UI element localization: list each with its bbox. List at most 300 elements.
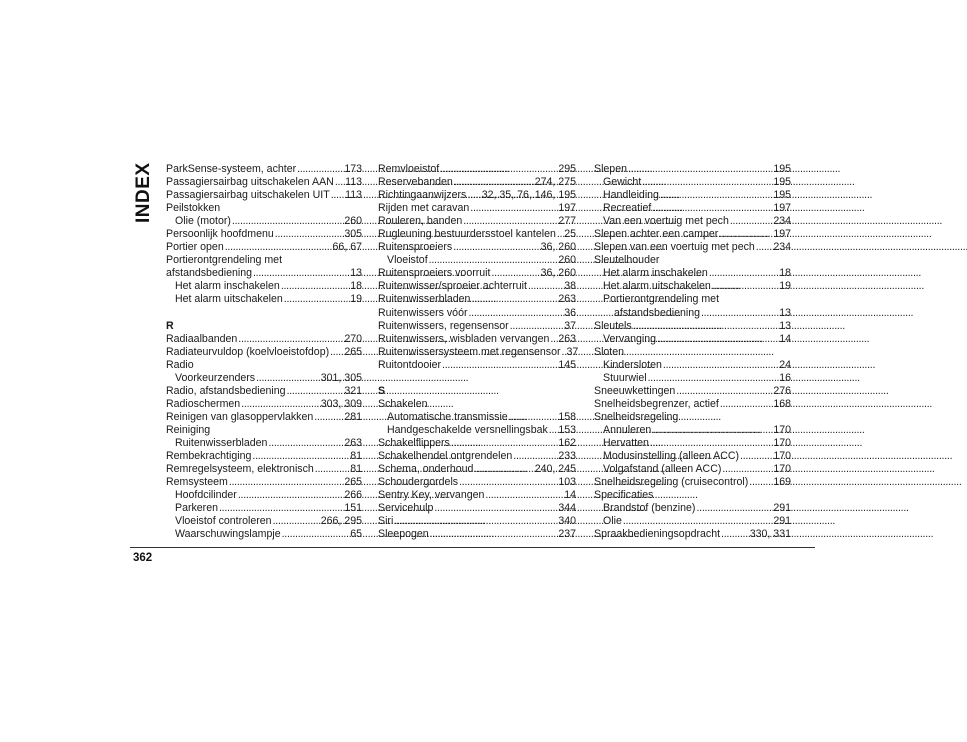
dot-leader: [471, 293, 557, 306]
dot-leader: [650, 437, 772, 450]
index-entry: [378, 228, 576, 241]
index-entry: [378, 515, 576, 528]
index-entry-term: Vloeistof: [387, 254, 428, 267]
index-entry: [166, 241, 362, 254]
index-entry-term: Ruitenwissers, regensensor: [378, 319, 509, 332]
dot-leader: [252, 450, 349, 463]
index-entry-term: Remsysteem: [166, 476, 228, 489]
index-entry-pages: 344: [558, 502, 576, 515]
index-entry-term: Remregelsysteem, elektronisch: [166, 462, 314, 475]
index-entry: [594, 320, 791, 333]
index-entry: [166, 372, 362, 385]
index-entry: [378, 293, 576, 306]
index-column-2: [378, 163, 579, 541]
index-entry: [166, 189, 362, 202]
index-entry-term: Ruitensproeiers: [378, 241, 453, 254]
index-entry: [594, 398, 791, 411]
index-entry: [594, 437, 791, 450]
index-entry-term: Recreatief: [603, 202, 652, 215]
dot-leader: [652, 202, 772, 215]
footer-rule: [130, 547, 815, 548]
index-entry: [594, 280, 791, 293]
index-entry-term: Slepen van een voertuig met pech: [594, 241, 755, 254]
index-entry-heading: Specificaties: [594, 489, 654, 502]
dot-leader: [225, 241, 332, 254]
index-entry: [378, 502, 576, 515]
index-entry-pages: 263: [558, 293, 576, 306]
index-entry: [378, 476, 576, 489]
index-entry-term: Slepen achter een camper: [594, 228, 719, 241]
index-entry: [166, 280, 362, 293]
section-letter: S: [378, 384, 386, 397]
index-entry-pages: 234: [773, 241, 791, 254]
index-entry-pages: 197: [558, 202, 576, 215]
index-entry: [594, 189, 791, 202]
index-entry-term: Modusinstelling (alleen ACC): [603, 450, 740, 463]
index-entry-term: Schakelflippers: [378, 436, 450, 449]
index-entry-term: Passagiersairbag uitschakelen UIT: [166, 189, 330, 202]
index-entry-pages: 65: [350, 528, 362, 541]
dot-leader: [256, 372, 320, 385]
index-entry: [166, 463, 362, 476]
index-entry: [378, 424, 576, 437]
index-entry-pages: 270: [344, 332, 362, 345]
index-entry-term: Ruitenwisserbladen: [175, 436, 268, 449]
index-entry-pages: 305: [344, 228, 362, 241]
index-entry: [594, 515, 791, 528]
dot-leader: [676, 385, 772, 398]
index-entry-heading: Snelheidsregeling: [594, 410, 679, 423]
index-entry-pages: 195: [773, 176, 791, 189]
index-entry: [594, 202, 791, 215]
index-entry-pages: 266, 295: [320, 515, 362, 528]
dot-leader: [491, 267, 539, 280]
index-column-3: [594, 163, 791, 541]
index-entry-pages: 169: [773, 476, 791, 489]
index-entry-pages: 37: [564, 319, 576, 332]
index-entry-pages: 195: [773, 189, 791, 202]
index-entry: [166, 176, 362, 189]
index-entry-term: Vervanging: [603, 332, 657, 345]
dot-leader: [434, 502, 557, 515]
dot-leader: [238, 333, 343, 346]
index-entry: [166, 215, 362, 228]
index-entry-pages: 291: [773, 515, 791, 528]
index-entry: [166, 476, 362, 489]
index-entry-term: Brandstof (benzine): [603, 502, 696, 515]
index-entry: [378, 280, 576, 293]
index-entry: [166, 267, 362, 280]
index-entry-pages: 301, 305: [320, 371, 362, 384]
index-entry: [594, 359, 791, 372]
index-entry-pages: 321: [344, 384, 362, 397]
index-entry-pages: 170: [773, 450, 791, 463]
index-entry: [594, 307, 791, 320]
index-entry: [594, 267, 791, 280]
index-entry-term: Parkeren: [175, 502, 218, 515]
index-entry-pages: 36, 260: [540, 267, 576, 280]
dot-leader: [282, 528, 350, 541]
index-entry: [594, 228, 791, 241]
index-entry-term: Hervatten: [603, 436, 649, 449]
index-entry-term: Snelheidsbegrenzer, actief: [594, 397, 719, 410]
index-entry-term: Rugleuning bestuurdersstoel kantelen: [378, 228, 556, 241]
dot-leader: [253, 267, 349, 280]
index-entry-term: Automatische transmissie: [387, 410, 508, 423]
dot-leader: [238, 489, 343, 502]
index-entry: [166, 450, 362, 463]
index-entry-term: Schakelhendel ontgrendelen: [378, 449, 513, 462]
dot-leader: [229, 476, 344, 489]
index-entry-pages: 265: [344, 476, 362, 489]
dot-leader: [756, 241, 773, 254]
dot-leader: [509, 411, 558, 424]
index-entry-term: Radio, afstandsbediening: [166, 384, 286, 397]
index-entry-term: Van een voertuig met pech: [603, 215, 729, 228]
index-entry: [378, 307, 576, 320]
index-entry-term: Schoudergordels: [378, 476, 459, 489]
index-entry: [378, 215, 576, 228]
index-entry: [166, 228, 362, 241]
dot-leader: [657, 333, 778, 346]
dot-leader: [430, 528, 558, 541]
index-entry: [166, 502, 362, 515]
index-entry-term: Ruitenwissersysteem met regensensor: [378, 345, 561, 358]
dot-leader: [652, 424, 772, 437]
index-entry-pages: 330, 331: [749, 528, 791, 541]
index-entry-term: Gewicht: [603, 176, 642, 189]
index-entry-term: Passagiersairbag uitschakelen AAN: [166, 176, 334, 189]
index-entry-pages: 145: [558, 358, 576, 371]
dot-leader: [648, 372, 779, 385]
dot-leader: [623, 515, 772, 528]
dot-leader: [749, 476, 772, 489]
dot-leader: [315, 463, 349, 476]
dot-leader: [241, 398, 320, 411]
index-entry-heading: Sleutelhouder: [594, 254, 660, 267]
index-entry-pages: 234: [773, 215, 791, 228]
index-entry-pages: 265: [344, 345, 362, 358]
index-entry-pages: 38: [564, 280, 576, 293]
index-entry-heading: Sloten: [594, 345, 625, 358]
dot-leader: [696, 502, 772, 515]
dot-leader: [459, 476, 557, 489]
index-entry-pages: 197: [773, 228, 791, 241]
index-entry-heading: Peilstokken: [166, 202, 221, 215]
index-column-1: [166, 163, 362, 541]
index-entry: [378, 345, 579, 359]
index-entry: [594, 163, 791, 176]
index-entry: [378, 176, 576, 189]
index-entry-pages: 195: [773, 163, 791, 175]
index-entry-pages: 81: [350, 462, 362, 475]
index-entry: [166, 293, 362, 306]
index-entry-pages: 260: [344, 215, 362, 228]
index-entry: [378, 489, 576, 502]
dot-leader: [730, 215, 772, 228]
index-entry-term: Reinigen van glasoppervlakken: [166, 410, 314, 423]
index-entry-term: Ruitenwissers vóór: [378, 306, 468, 319]
index-entry: [378, 241, 576, 254]
index-entry-term: Handleiding: [603, 189, 659, 202]
index-entry-pages: 25: [564, 228, 576, 241]
dot-leader: [467, 189, 480, 202]
index-entry-heading: Reiniging: [166, 423, 211, 436]
index-entry: [594, 215, 791, 228]
index-entry: [594, 241, 791, 254]
index-entry: [166, 437, 362, 450]
dot-leader: [720, 398, 772, 411]
index-entry-pages: 151: [344, 502, 362, 515]
index-entry-term: Persoonlijk hoofdmenu: [166, 228, 274, 241]
index-entry-pages: 197: [773, 202, 791, 215]
index-entry-pages: 14: [564, 489, 576, 502]
dot-leader: [275, 228, 344, 241]
index-entry-term: Remvloeistof: [378, 163, 440, 175]
index-entry-pages: 303, 309: [320, 397, 362, 410]
index-entry-pages: 237: [558, 528, 576, 541]
dot-leader: [557, 228, 563, 241]
index-entry: [166, 333, 362, 346]
index-entry-pages: 263: [344, 436, 362, 449]
dot-leader: [314, 411, 343, 424]
index-entry-pages: 277: [558, 215, 576, 228]
index-entry: [378, 333, 576, 346]
dot-leader: [453, 241, 539, 254]
index-entry-pages: 113: [345, 176, 362, 189]
index-entry-term: Het alarm inschakelen: [603, 267, 708, 280]
dot-leader: [663, 359, 778, 372]
dot-leader: [513, 450, 557, 463]
index-entry-term: Het alarm uitschakelen: [603, 280, 711, 293]
dot-leader: [219, 502, 343, 515]
index-entry-term: Vloeistof controleren: [175, 515, 272, 528]
index-entry: [594, 372, 791, 385]
dot-leader: [709, 267, 778, 280]
index-entry: [378, 189, 576, 202]
index-entry-pages: 266: [344, 489, 362, 502]
index-entry: [594, 176, 791, 189]
index-entry-pages: 32, 35, 76, 146, 195: [481, 189, 576, 202]
index-entry-term: Spraakbedieningsopdracht: [594, 528, 721, 541]
index-entry: [378, 463, 576, 476]
index-entry-pages: 158: [558, 410, 576, 423]
dot-leader: [712, 280, 778, 293]
index-entry-term: Sleutels: [594, 319, 632, 332]
index-entry-term: Het alarm uitschakelen: [175, 293, 283, 306]
index-entry-term: Radiaalbanden: [166, 332, 238, 345]
index-entry-term: Hoofdcilinder: [175, 489, 237, 502]
index-entry-term: Rijden met caravan: [378, 202, 470, 215]
index-entry-term: Ruitensproeiers voorruit: [378, 267, 491, 280]
index-entry-pages: 274, 275: [534, 176, 576, 189]
index-entry-pages: 66, 67: [332, 241, 362, 254]
index-entry-pages: 260: [558, 254, 576, 267]
index-entry-pages: 14: [779, 332, 791, 345]
dot-leader: [721, 528, 749, 541]
index-entry-term: Slepen: [594, 163, 627, 175]
index-entry-term: ParkSense-systeem, achter: [166, 163, 297, 175]
dot-leader: [284, 293, 349, 306]
index-entry-pages: 170: [773, 423, 791, 436]
index-entry-pages: 263: [558, 332, 576, 345]
index-entry: [378, 320, 576, 333]
index-entry-term: Sneeuwkettingen: [594, 384, 676, 397]
index-entry: [594, 385, 791, 398]
dot-leader: [440, 163, 557, 176]
index-entry: [166, 489, 362, 502]
dot-leader: [660, 189, 772, 202]
index-entry: [166, 398, 362, 411]
dot-leader: [232, 215, 343, 228]
index-entry-pages: 162: [558, 436, 576, 449]
index-entry-pages: 276: [773, 384, 791, 397]
dot-leader: [463, 215, 557, 228]
index-entry-term: Handgeschakelde versnellingsbak: [387, 423, 548, 436]
index-entry-heading: Portierontgrendeling met: [166, 254, 283, 267]
index-entry-term: Stuurwiel: [603, 371, 647, 384]
dot-leader: [528, 280, 563, 293]
index-entry-pages: 103: [558, 476, 576, 489]
dot-leader: [273, 515, 320, 528]
index-entry-term: afstandsbediening: [614, 306, 700, 319]
index-entry-term: Rouleren, banden: [378, 215, 463, 228]
dot-leader: [394, 515, 557, 528]
index-entry-term: Ruitenwissers, wisbladen vervangen: [378, 332, 550, 345]
dot-leader: [474, 463, 533, 476]
index-entry-term: Annuleren: [603, 423, 652, 436]
index-entry: [378, 411, 576, 424]
dot-leader: [454, 176, 534, 189]
dot-leader: [287, 385, 344, 398]
index-entry: [594, 450, 791, 463]
index-entry-pages: 18: [350, 280, 362, 293]
index-entry-term: Sentry Key, vervangen: [378, 489, 485, 502]
index-entry-term: Radiateurvuldop (koelvloeistofdop): [166, 345, 330, 358]
index-entry-pages: 16: [779, 371, 791, 384]
dot-leader: [550, 333, 557, 346]
dot-leader: [633, 320, 779, 333]
index-entry-pages: 18: [779, 267, 791, 280]
dot-leader: [562, 346, 566, 359]
index-entry-term: Olie (motor): [175, 215, 231, 228]
index-entry-pages: 340: [558, 515, 576, 528]
index-entry-pages: 281: [344, 410, 362, 423]
index-entry: [166, 385, 362, 398]
dot-leader: [719, 228, 772, 241]
dot-leader: [469, 307, 564, 320]
dot-leader: [470, 202, 557, 215]
index-entry-term: Olie: [603, 515, 622, 528]
index-entry-term: Servicehulp: [378, 502, 434, 515]
index-entry: [378, 202, 576, 215]
index-entry-pages: 153: [558, 423, 576, 436]
index-side-label: INDEX: [133, 162, 154, 224]
index-entry-term: Snelheidsregeling (cruisecontrol): [594, 476, 749, 489]
dot-leader: [331, 189, 344, 202]
dot-leader: [268, 437, 343, 450]
index-entry: [594, 463, 791, 476]
index-entry: [378, 450, 576, 463]
index-entry-term: Voorkeurzenders: [175, 371, 256, 384]
index-entry-term: Richtingaanwijzers: [378, 189, 467, 202]
dot-leader: [549, 424, 558, 437]
index-entry-term: Radioschermen: [166, 397, 241, 410]
dot-leader: [429, 254, 558, 267]
dot-leader: [442, 359, 557, 372]
index-entry-pages: 81: [350, 449, 362, 462]
dot-leader: [451, 437, 557, 450]
index-entry-term: Rembekrachtiging: [166, 449, 252, 462]
index-entry-heading: Schakelen: [378, 397, 428, 410]
index-entry-term: Sleepogen: [378, 528, 429, 541]
dot-leader: [510, 320, 563, 333]
index-entry-pages: 170: [773, 436, 791, 449]
dot-leader: [335, 176, 344, 189]
index-entry: [378, 163, 576, 176]
index-entry-pages: 168: [773, 397, 791, 410]
index-entry-pages: 24: [779, 358, 791, 371]
index-entry-pages: 240, 245: [534, 462, 576, 475]
dot-leader: [642, 176, 772, 189]
index-entry-term: Reservebanden: [378, 176, 453, 189]
page-number: 362: [133, 552, 153, 564]
index-entry-pages: 173: [344, 163, 362, 175]
index-entry-pages: 295: [558, 163, 576, 175]
index-entry-pages: 13: [350, 267, 362, 280]
index-entry-term: Waarschuwingslampje: [175, 528, 281, 541]
dot-leader: [628, 163, 772, 176]
index-entry: [378, 267, 576, 280]
index-entry-heading: Portierontgrendeling met: [603, 293, 720, 306]
index-entry: [166, 163, 362, 176]
index-entry-term: Siri: [378, 515, 394, 528]
index-entry: [594, 424, 791, 437]
index-entry: [594, 333, 791, 346]
index-entry-pages: 36: [564, 306, 576, 319]
dot-leader: [297, 163, 343, 176]
index-entry-pages: 170: [773, 463, 791, 476]
index-entry-term: Schema, onderhoud: [378, 462, 474, 475]
index-entry: [166, 528, 362, 541]
index-entry: [594, 476, 791, 489]
dot-leader: [330, 346, 343, 359]
index-entry-pages: 37: [566, 345, 579, 358]
index-entry-pages: 19: [779, 280, 791, 293]
index-entry-term: Ruitenwisserbladen: [378, 293, 471, 306]
dot-leader: [740, 450, 772, 463]
index-entry: [378, 359, 576, 372]
index-entry-term: Portier open: [166, 241, 224, 254]
index-entry: [166, 346, 362, 359]
index-entry: [166, 411, 362, 424]
index-entry: [594, 528, 791, 541]
index-entry-pages: 19: [350, 293, 362, 306]
index-entry-pages: 36, 260: [540, 241, 576, 254]
index-entry-term: afstandsbediening: [166, 267, 252, 280]
index-entry-term: Volgafstand (alleen ACC): [603, 463, 722, 476]
index-entry: [378, 437, 576, 450]
index-entry-term: Kindersloten: [603, 358, 662, 371]
dot-leader: [485, 489, 563, 502]
index-entry-pages: 233: [558, 449, 576, 462]
dot-leader: [701, 307, 778, 320]
index-entry: [378, 528, 576, 541]
index-entry: [594, 502, 791, 515]
index-entry: [166, 515, 362, 528]
index-entry-term: Ruitontdooier: [378, 358, 442, 371]
dot-leader: [281, 280, 349, 293]
